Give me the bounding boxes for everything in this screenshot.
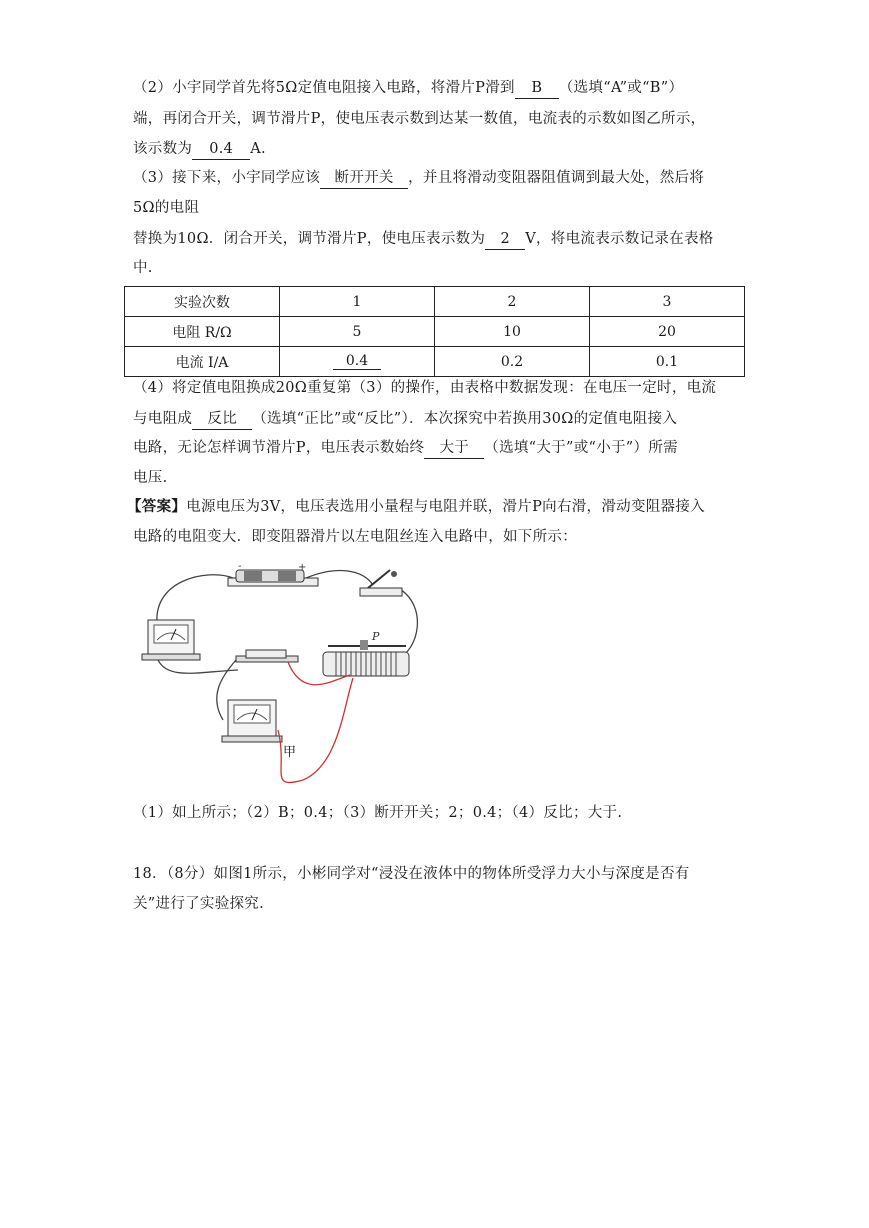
table-cell: 电流 I/A [125, 347, 280, 377]
table-blank-current: 0.4 [333, 353, 381, 370]
q4-text-c: 电路，无论怎样调节滑片P，电压表示数始终 [133, 440, 425, 456]
q2-text-b: （选填“A”或“B”） [558, 80, 684, 96]
wire-left-lower [158, 660, 238, 673]
battery-minus-label: - [238, 561, 242, 572]
figure-label: 甲 [283, 745, 297, 760]
q4-line-2 [133, 409, 677, 430]
table-row [125, 317, 745, 347]
battery-plus-label: + [298, 562, 307, 573]
table-cell: 10 [435, 317, 590, 347]
q18-line-1: 18．（8分）如图1所示，小彬同学对“浸没在液体中的物体所受浮力大小与深度是否有 [133, 866, 690, 882]
rheostat-icon [323, 640, 409, 676]
q2-line-1 [133, 78, 683, 99]
q3-line-1 [133, 168, 704, 189]
q3-blank-voltage: 2 [485, 229, 525, 250]
answer-text-a: 电源电压为3V，电压表选用小量程与电阻并联，滑片P向右滑，滑动变阻器接入 [186, 499, 705, 515]
table-cell: 0.1 [590, 347, 745, 377]
switch-icon [360, 570, 402, 596]
q4-line-1: （4）将定值电阻换成20Ω重复第（3）的操作，由表格中数据发现：在电压一定时，电流 [133, 380, 717, 396]
q2-text-c: 该示数为 [133, 141, 193, 157]
q4-blank-compare: 大于 [424, 438, 484, 459]
q4-blank-relation: 反比 [192, 409, 252, 430]
circuit-diagram-figure [128, 560, 428, 785]
table-cell: 20 [590, 317, 745, 347]
q2-text-a: （2）小宇同学首先将5Ω定值电阻接入电路，将滑片P滑到 [133, 80, 515, 96]
q2-blank-position: B [515, 78, 559, 99]
q3-line-2: 5Ω的电阻 [133, 200, 200, 216]
q3-text-b: ，并且将滑动变阻器阻值调到最大处，然后将 [408, 170, 705, 186]
q3-text-d: V，将电流表示数记录在表格 [525, 231, 714, 247]
data-table [124, 286, 745, 377]
q4-text-d: （选填“大于”或“小于”）所需 [484, 440, 678, 456]
q3-text-a: （3）接下来，小宇同学应该 [133, 170, 321, 186]
table-cell: 0.2 [435, 347, 590, 377]
q2-blank-current: 0.4 [192, 139, 250, 160]
answer-line-1 [127, 497, 705, 517]
q4-line-4: 电压. [133, 470, 168, 486]
table-cell-blank [280, 347, 435, 377]
answer-line-2: 电路的电阻变大．即变阻器滑片以左电阻丝连入电路中，如下所示： [133, 529, 577, 545]
answer-summary: （1）如上所示；（2）B；0.4；（3）断开开关；2；0.4；（4）反比；大于. [133, 805, 623, 821]
q4-text-a: 与电阻成 [133, 411, 193, 427]
resistor-icon [236, 650, 298, 662]
table-cell: 2 [435, 287, 590, 317]
q4-line-3 [133, 438, 678, 459]
table-cell: 5 [280, 317, 435, 347]
q18-line-2: 关”进行了实验探究. [133, 896, 265, 912]
wire-red-2 [278, 678, 353, 783]
q3-line-4: 中. [133, 260, 153, 276]
table-cell: 电阻 R/Ω [125, 317, 280, 347]
q3-text-c: 替换为10Ω．闭合开关，调节滑片P，使电压表示数为 [133, 231, 486, 247]
ammeter-icon [142, 620, 200, 660]
wire-right [396, 588, 417, 660]
table-cell: 实验次数 [125, 287, 280, 317]
table-row [125, 347, 745, 377]
voltmeter-icon [222, 700, 282, 742]
table-cell: 1 [280, 287, 435, 317]
q2-line-2: 端，再闭合开关，调节滑片P，使电压表示数到达某一数值，电流表的示数如图乙所示， [133, 111, 706, 127]
q2-line-3 [133, 139, 266, 160]
table-row [125, 287, 745, 317]
answer-label: 【答案】 [127, 498, 187, 515]
q2-text-d: A. [250, 141, 266, 157]
q3-blank-action: 断开开关 [320, 168, 408, 189]
q4-text-b: （选填“正比”或“反比”）．本次探究中若换用30Ω的定值电阻接入 [252, 411, 678, 427]
slider-label: P [372, 630, 380, 643]
q3-line-3 [133, 229, 714, 250]
table-cell: 3 [590, 287, 745, 317]
